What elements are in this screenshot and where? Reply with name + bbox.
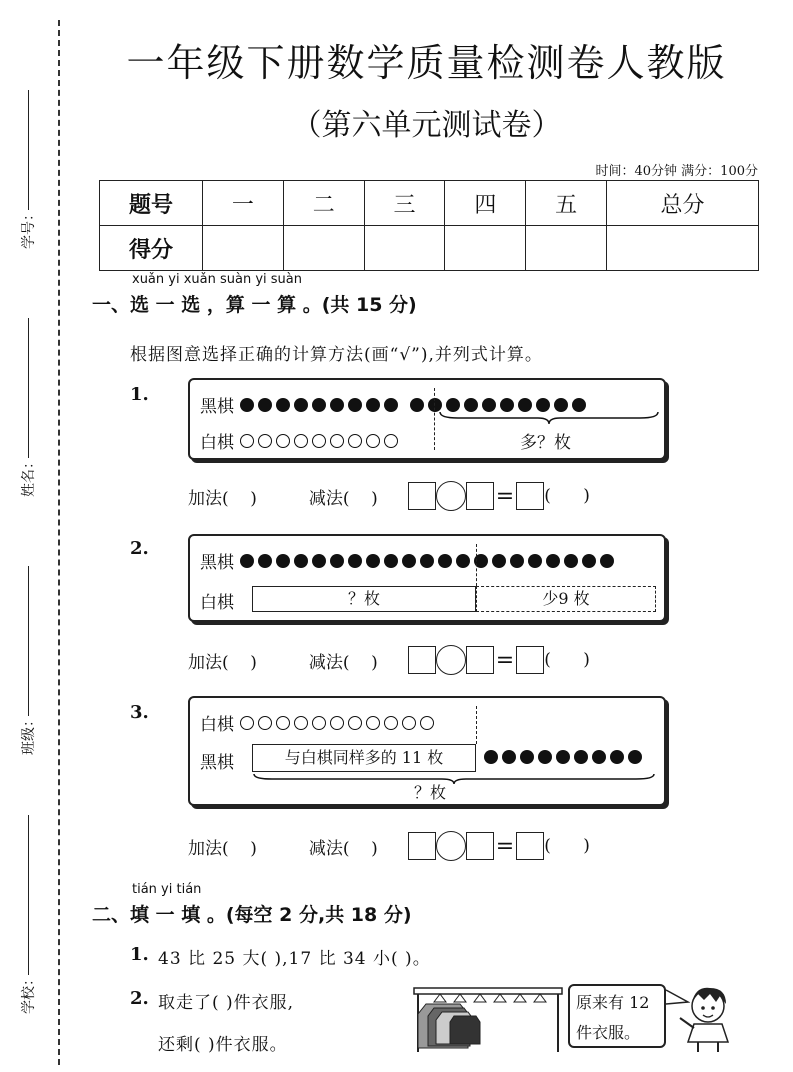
black-piece [520, 750, 534, 764]
school-field [0, 815, 56, 1014]
q1-equals-sign: = [495, 483, 515, 509]
q3-black-row [200, 748, 234, 773]
white-piece [402, 716, 416, 730]
q1-number: 1. [130, 384, 149, 405]
black-piece [384, 398, 398, 412]
black-piece [294, 398, 308, 412]
clothes-rack-illustration [410, 980, 566, 1056]
score-row-label: 得分 [100, 226, 203, 271]
black-piece [438, 554, 452, 568]
q2-equals-sign: = [495, 647, 515, 673]
q2-diagram [188, 534, 666, 622]
q2-result-box[interactable] [516, 646, 544, 674]
white-piece [276, 434, 290, 448]
score-input-cell[interactable] [607, 226, 759, 271]
black-piece [384, 554, 398, 568]
q3-operand-box[interactable] [466, 832, 494, 860]
black-piece [502, 750, 516, 764]
q1-unit-paren[interactable]: ( ) [544, 486, 590, 506]
black-piece [294, 554, 308, 568]
q2-sub-option[interactable]: 减法( ) [308, 652, 378, 673]
speech-bubble [568, 984, 666, 1048]
white-piece [330, 434, 344, 448]
q1-white-label: 白棋 [200, 433, 234, 453]
q2-operand-box[interactable] [408, 646, 436, 674]
black-piece [556, 750, 570, 764]
white-piece [366, 716, 380, 730]
score-input-cell[interactable] [364, 226, 445, 271]
s2-q1-number: 1. [130, 944, 149, 965]
q2-unknown-bar: ？枚 [252, 586, 476, 612]
score-header-cell: 三 [364, 181, 445, 226]
q1-black-label: 黑棋 [200, 397, 234, 417]
q1-more-label: 多？枚 [520, 433, 571, 453]
white-piece [294, 716, 308, 730]
binding-dashed-line [58, 20, 60, 1065]
s2-q2-line2[interactable]: 还剩( )件衣服。 [158, 1035, 288, 1055]
q1-operand-box[interactable] [408, 482, 436, 510]
speech-bubble-line: 件衣服。 [576, 1023, 641, 1042]
q3-same-bar: 与白棋同样多的 11 枚 [252, 744, 476, 772]
q2-operator-circle[interactable] [436, 645, 466, 675]
black-piece [628, 750, 642, 764]
q2-operand-box[interactable] [466, 646, 494, 674]
black-piece [510, 554, 524, 568]
score-header-cell: 一 [203, 181, 284, 226]
score-header-cell: 二 [283, 181, 364, 226]
page-title: 一年级下册数学质量检测卷人教版 [126, 41, 727, 85]
page-subtitle: （第六单元测试卷） [291, 108, 562, 143]
black-piece [312, 398, 326, 412]
q1-answer-row [188, 481, 590, 511]
name-label: 姓名： [21, 455, 37, 497]
black-piece [610, 750, 624, 764]
score-input-cell[interactable] [283, 226, 364, 271]
white-piece [330, 716, 344, 730]
exam-meta: 时间：40分钟 满分：100分 [595, 164, 758, 179]
score-table-score-row [100, 226, 759, 271]
section1-pinyin: xuǎn yi xuǎn suàn yi suàn [132, 272, 302, 287]
black-piece [420, 554, 434, 568]
black-piece [492, 554, 506, 568]
white-piece [348, 716, 362, 730]
q2-unit-paren[interactable]: ( ) [544, 650, 590, 670]
score-header-cell: 总分 [607, 181, 759, 226]
q3-black-label: 黑棋 [200, 753, 234, 773]
black-piece [600, 554, 614, 568]
white-piece [276, 716, 290, 730]
black-piece [240, 398, 254, 412]
black-piece [592, 750, 606, 764]
score-header-cell: 五 [526, 181, 607, 226]
cartoon-boy-illustration [676, 984, 734, 1054]
class-field [0, 566, 56, 755]
q3-sub-option[interactable]: 减法( ) [308, 838, 378, 859]
black-piece [240, 554, 254, 568]
q1-operator-circle[interactable] [436, 481, 466, 511]
q2-black-label: 黑棋 [200, 553, 234, 573]
q3-black-pieces [484, 750, 642, 764]
score-header-cell: 四 [445, 181, 526, 226]
q2-divider [476, 544, 477, 586]
q3-number: 3. [130, 702, 149, 723]
black-piece [330, 398, 344, 412]
score-header-cell: 题号 [100, 181, 203, 226]
q3-total-label: ？枚 [414, 783, 447, 802]
black-piece [366, 554, 380, 568]
q2-white-row [200, 588, 234, 613]
section1-instruction: 根据图意选择正确的计算方法(画“√”),并列式计算。 [130, 345, 543, 365]
white-piece [240, 716, 254, 730]
q1-add-option[interactable]: 加法( ) [188, 488, 257, 509]
black-piece [348, 398, 362, 412]
black-piece [258, 398, 272, 412]
q3-white-label: 白棋 [200, 715, 234, 735]
black-piece [348, 554, 362, 568]
black-piece [456, 554, 470, 568]
black-piece [538, 750, 552, 764]
q3-result-box[interactable] [516, 832, 544, 860]
black-piece [564, 554, 578, 568]
white-piece [312, 434, 326, 448]
score-table-header-row [100, 181, 759, 226]
s2-q1-text[interactable]: 43 比 25 大( ),17 比 34 小( )。 [158, 949, 431, 969]
q1-white-row [200, 428, 398, 453]
q3-add-option[interactable]: 加法( ) [188, 838, 257, 859]
q3-operator-circle[interactable] [436, 831, 466, 861]
q2-black-row [200, 548, 614, 573]
q1-result-box[interactable] [516, 482, 544, 510]
q1-brace [438, 410, 660, 426]
q1-operand-box[interactable] [466, 482, 494, 510]
q3-operand-box[interactable] [408, 832, 436, 860]
section2-pinyin: tián yi tián [132, 882, 202, 897]
speech-bubble-line: 原来有 12 [576, 993, 650, 1012]
q3-diagram [188, 696, 666, 806]
q3-answer-row [188, 831, 590, 861]
q1-white-pieces [240, 434, 398, 448]
black-piece [276, 398, 290, 412]
black-piece [330, 554, 344, 568]
white-piece [384, 434, 398, 448]
q2-white-label: 白棋 [200, 593, 234, 613]
q2-number: 2. [130, 538, 149, 559]
white-piece [240, 434, 254, 448]
black-piece [574, 750, 588, 764]
s2-q2-line1[interactable]: 取走了( )件衣服, [158, 993, 295, 1013]
white-piece [258, 716, 272, 730]
q1-divider [434, 388, 435, 450]
score-table [99, 180, 759, 271]
white-piece [420, 716, 434, 730]
q2-black-pieces [240, 554, 614, 568]
q3-white-pieces [240, 716, 434, 730]
score-input-cell[interactable] [203, 226, 284, 271]
black-piece [276, 554, 290, 568]
black-piece [402, 554, 416, 568]
q2-fewer-bar: 少9 枚 [476, 586, 656, 612]
q1-sub-option[interactable]: 减法( ) [308, 488, 378, 509]
black-piece [258, 554, 272, 568]
white-piece [366, 434, 380, 448]
q3-unit-paren[interactable]: ( ) [544, 836, 590, 856]
student-number-field [0, 90, 56, 249]
q3-brace [252, 772, 656, 786]
q3-white-row [200, 710, 434, 735]
black-piece [366, 398, 380, 412]
section2-title: 二、填 一 填 。(每空 2 分,共 18 分) [92, 904, 412, 926]
white-piece [348, 434, 362, 448]
black-piece [484, 750, 498, 764]
school-label: 学校： [21, 972, 37, 1014]
s2-q2-number: 2. [130, 988, 149, 1009]
q3-equals-sign: = [495, 833, 515, 859]
white-piece [384, 716, 398, 730]
class-label: 班级： [21, 713, 37, 755]
black-piece [410, 398, 424, 412]
q2-add-option[interactable]: 加法( ) [188, 652, 257, 673]
black-piece [582, 554, 596, 568]
white-piece [258, 434, 272, 448]
name-field [0, 318, 56, 497]
score-input-cell[interactable] [445, 226, 526, 271]
white-piece [294, 434, 308, 448]
q1-diagram [188, 378, 666, 460]
black-piece [546, 554, 560, 568]
score-input-cell[interactable] [526, 226, 607, 271]
section1-title: 一、选 一 选 ，算 一 算 。(共 15 分) [92, 294, 417, 316]
student-number-label: 学号： [21, 207, 37, 249]
white-piece [312, 716, 326, 730]
q2-answer-row [188, 645, 590, 675]
q3-divider [476, 706, 477, 744]
black-piece [312, 554, 326, 568]
black-piece [528, 554, 542, 568]
